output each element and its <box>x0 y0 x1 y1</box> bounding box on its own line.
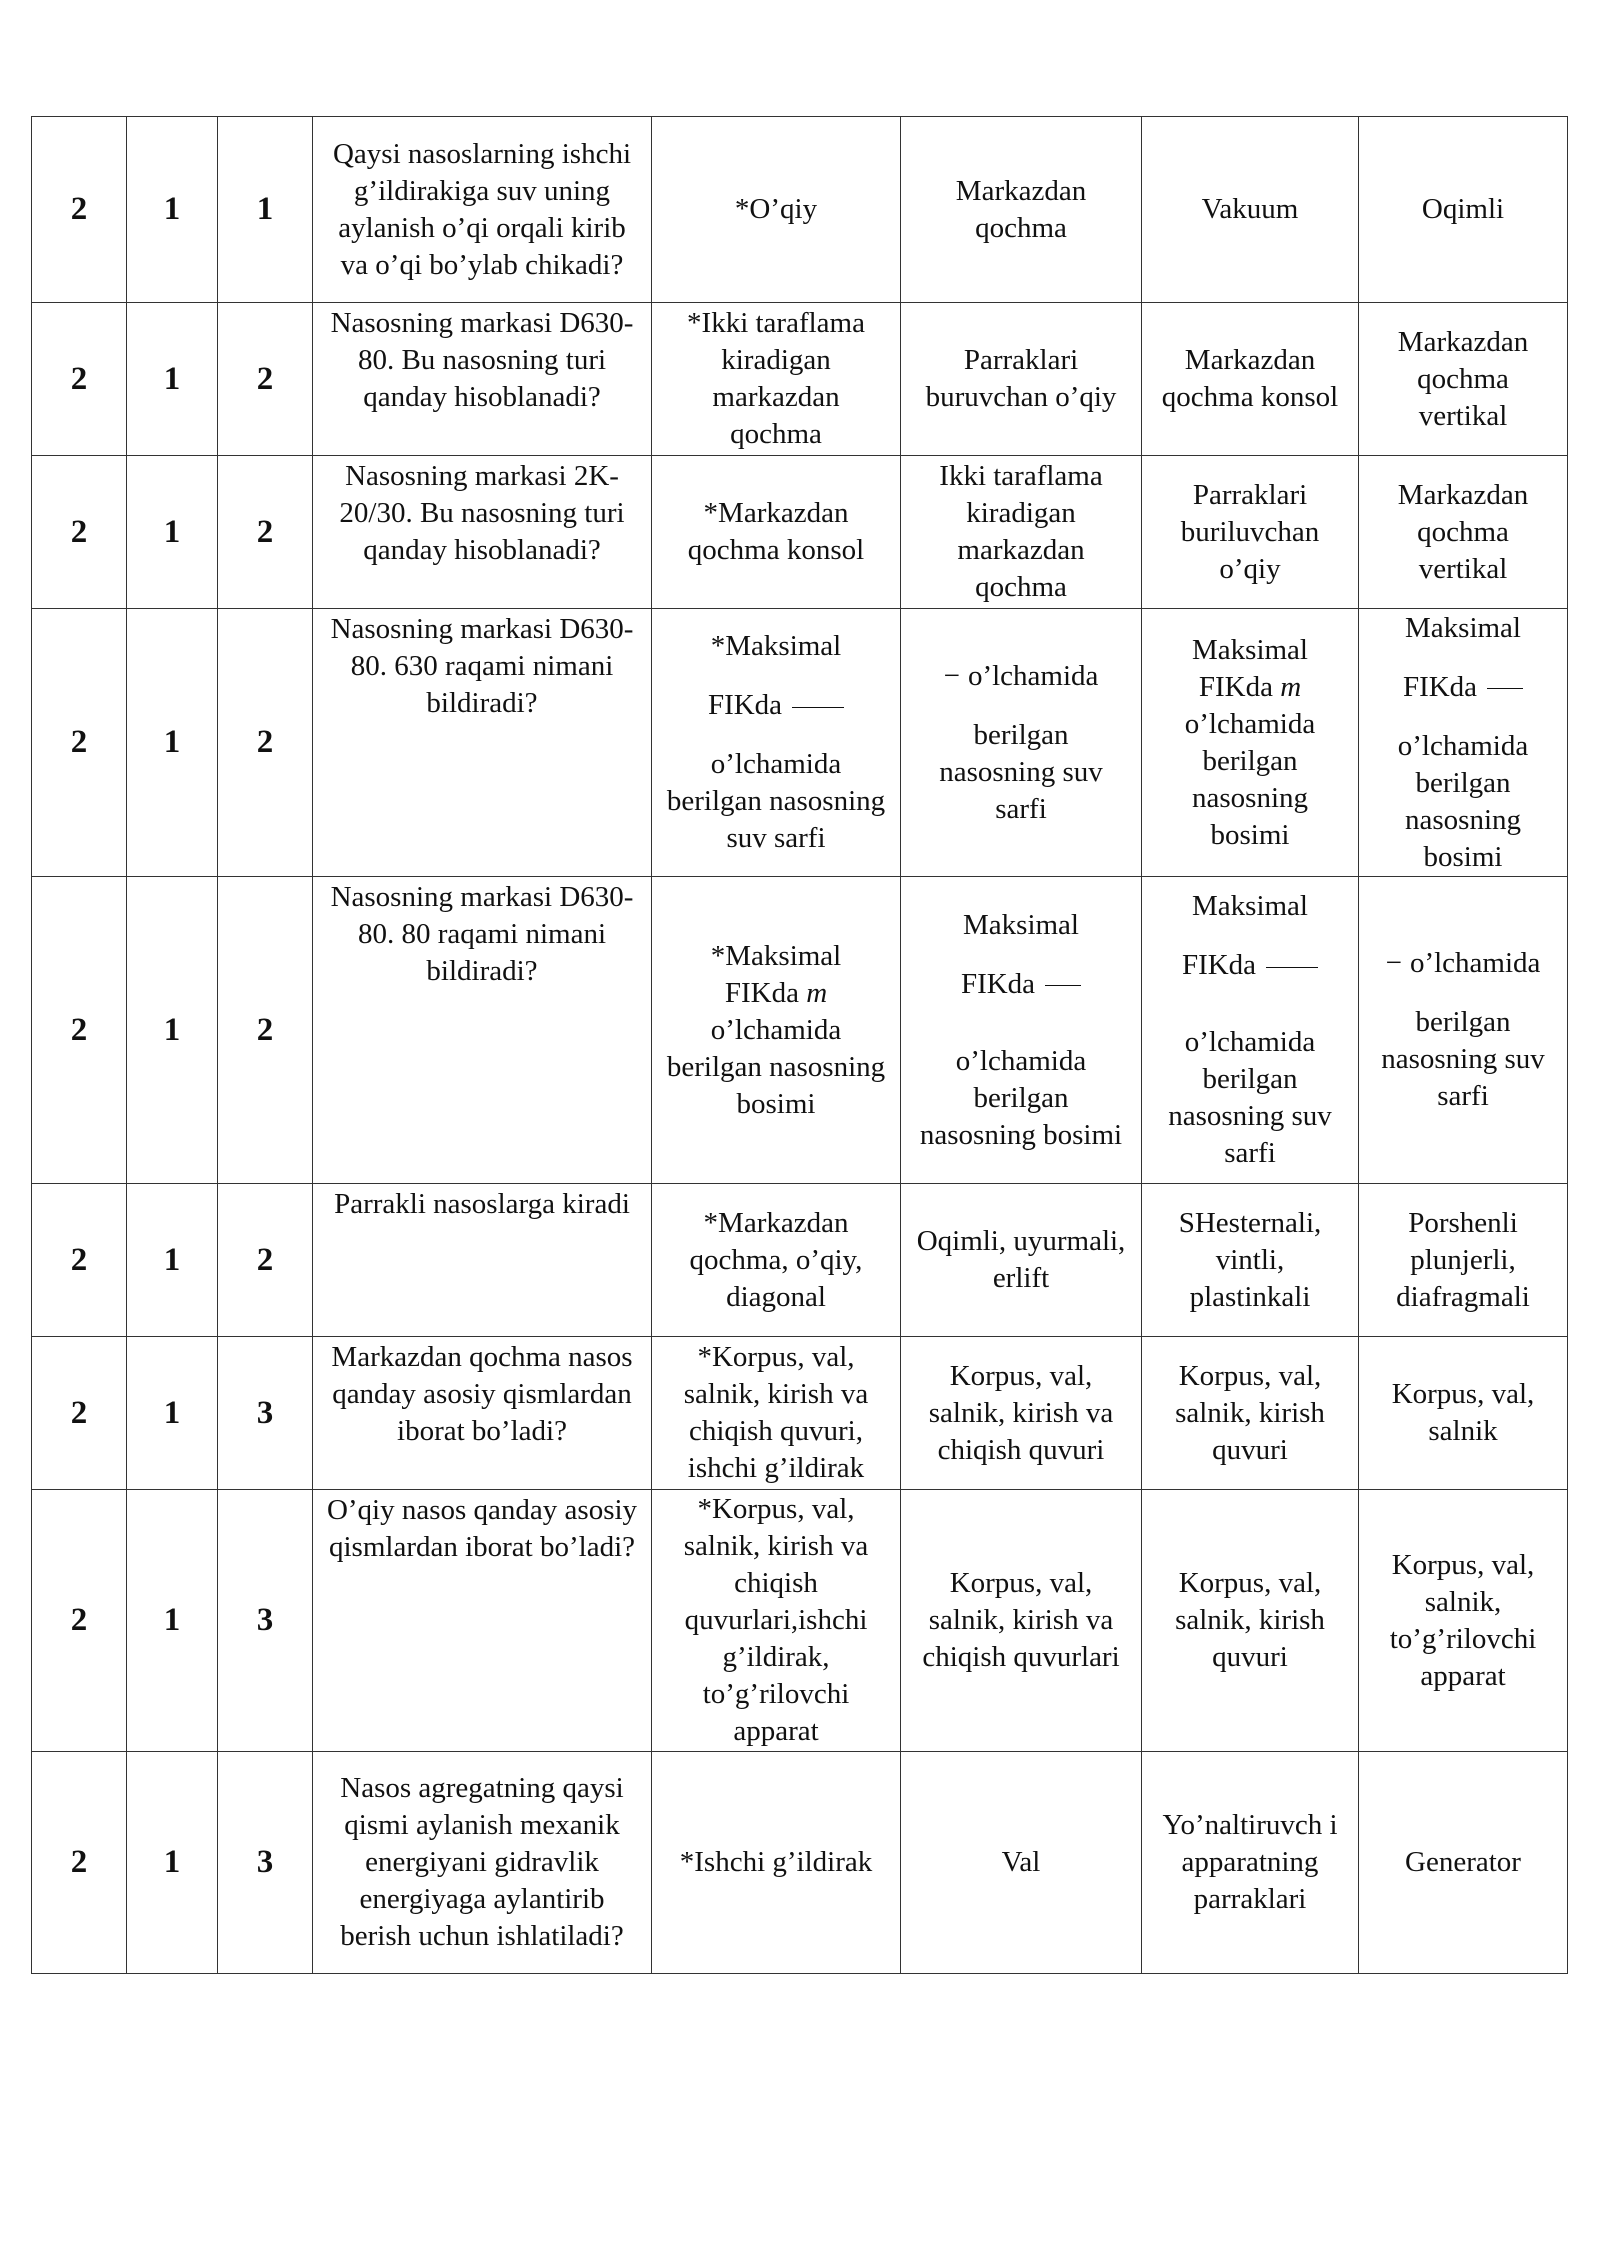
difficulty-cell: 2 <box>218 303 313 456</box>
unit-symbol: m <box>806 976 828 1009</box>
option-4-cell: Oqimli <box>1359 117 1568 303</box>
table-row <box>32 117 1568 303</box>
answer-text: Maksimal <box>963 908 1079 941</box>
table-row <box>32 609 1568 877</box>
question-cell: Markazdan qochma nasos qanday asosiy qismlardan iborat bo’ladi? <box>313 1337 652 1490</box>
fraction-bar <box>1045 985 1081 986</box>
difficulty-cell: 2 <box>218 456 313 609</box>
level-cell: 2 <box>32 609 127 877</box>
level-cell: 2 <box>32 1752 127 1974</box>
question-cell: Nasosning markasi 2K-20/30. Bu nasosning turi qanday hisoblanadi? <box>313 456 652 609</box>
correct-answer-cell: *Markazdan qochma, o’qiy, diagonal <box>652 1184 901 1337</box>
difficulty-cell: 3 <box>218 1337 313 1490</box>
level-cell: 2 <box>32 877 127 1184</box>
answer-text: o’lchamida <box>967 659 1099 692</box>
section-cell: 1 <box>127 456 218 609</box>
option-2-cell: Val <box>901 1752 1142 1974</box>
answer-text: FIKda <box>707 689 783 721</box>
difficulty-cell: 1 <box>218 117 313 303</box>
correct-answer-cell <box>652 877 901 1184</box>
difficulty-cell: 3 <box>218 1490 313 1752</box>
question-cell: O’qiy nasos qanday asosiy qismlardan iborat bo’ladi? <box>313 1490 652 1752</box>
question-cell: Nasosning markasi D630-80. Bu nasosning turi qanday hisoblanadi? <box>313 303 652 456</box>
answer-text: o’lchamida berilgan nasosning bosimi <box>1184 707 1316 851</box>
option-3-cell: Vakuum <box>1142 117 1359 303</box>
option-4-cell: Korpus, val, salnik <box>1359 1337 1568 1490</box>
option-4-cell: Porshenli plunjerli, diafragmali <box>1359 1184 1568 1337</box>
option-4-cell <box>1359 609 1568 877</box>
fraction-bar <box>792 707 844 708</box>
unit-symbol: m <box>1280 670 1302 703</box>
option-4-cell <box>1359 877 1568 1184</box>
option-3-cell: Korpus, val, salnik, kirish quvuri <box>1142 1490 1359 1752</box>
section-cell: 1 <box>127 1184 218 1337</box>
question-cell: Nasosning markasi D630-80. 80 raqami nimani bildiradi? <box>313 877 652 1184</box>
table-row <box>32 1490 1568 1752</box>
answer-text: *Maksimal <box>710 939 842 972</box>
level-cell: 2 <box>32 117 127 303</box>
level-cell: 2 <box>32 1490 127 1752</box>
correct-answer-cell: *Ishchi g’ildirak <box>652 1752 901 1974</box>
answer-text: Maksimal <box>1192 890 1308 922</box>
answer-text: o’lchamida berilgan nasosning suv sarfi <box>1168 1026 1332 1169</box>
difficulty-cell: 3 <box>218 1752 313 1974</box>
option-2-cell: Korpus, val, salnik, kirish va chiqish quvuri <box>901 1337 1142 1490</box>
answer-text: FIKda <box>724 976 799 1009</box>
option-4-cell: Generator <box>1359 1752 1568 1974</box>
answer-text: o’lchamida <box>1409 947 1541 979</box>
question-cell: Nasosning markasi D630-80. 630 raqami nimani bildiradi? <box>313 609 652 877</box>
level-cell: 2 <box>32 456 127 609</box>
option-4-cell: Korpus, val, salnik, to’g’rilovchi apparat <box>1359 1490 1568 1752</box>
option-4-cell: Markazdan qochma vertikal <box>1359 303 1568 456</box>
section-cell: 1 <box>127 1337 218 1490</box>
correct-answer-cell: *Ikki taraflama kiradigan markazdan qochma <box>652 303 901 456</box>
option-3-cell: Korpus, val, salnik, kirish quvuri <box>1142 1337 1359 1490</box>
correct-answer-cell <box>652 609 901 877</box>
answer-text: o’lchamida berilgan nasosning bosimi <box>666 1013 886 1120</box>
correct-answer-cell: *Korpus, val, salnik, kirish va chiqish quvuri, ishchi g’ildirak <box>652 1337 901 1490</box>
option-3-cell <box>1142 877 1359 1184</box>
correct-answer-cell: *Korpus, val, salnik, kirish va chiqish quvurlari,ishchi g’ildirak, to’g’rilovchi apparat <box>652 1490 901 1752</box>
section-cell: 1 <box>127 609 218 877</box>
section-cell: 1 <box>127 303 218 456</box>
answer-text: *Maksimal <box>710 630 842 662</box>
answer-text: o’lchamida berilgan nasosning bosimi <box>1397 729 1529 873</box>
minus-sign: − <box>1385 947 1402 979</box>
option-3-cell: SHesternali, vintli, plastinkali <box>1142 1184 1359 1337</box>
option-2-cell: Markazdan qochma <box>901 117 1142 303</box>
answer-text: berilgan nasosning suv sarfi <box>1381 1006 1545 1112</box>
level-cell: 2 <box>32 1337 127 1490</box>
table-row <box>32 1337 1568 1490</box>
option-2-cell: Oqimli, uyurmali, erlift <box>901 1184 1142 1337</box>
answer-text: berilgan nasosning suv sarfi <box>939 718 1103 825</box>
table-row <box>32 877 1568 1184</box>
test-question-sheet <box>31 116 1567 1974</box>
answer-text: FIKda <box>1402 670 1478 703</box>
answer-text: o’lchamida berilgan nasosning suv sarfi <box>666 748 886 854</box>
answer-text: FIKda <box>960 967 1036 1000</box>
question-cell: Parrakli nasoslarga kiradi <box>313 1184 652 1337</box>
answer-text: Maksimal <box>1192 633 1308 666</box>
option-3-cell: Parraklari buriluvchan o’qiy <box>1142 456 1359 609</box>
question-cell: Nasos agregatning qaysi qismi aylanish mexanik energiyani gidravlik energiyaga aylantirib berish uchun ishlatiladi? <box>313 1752 652 1974</box>
difficulty-cell: 2 <box>218 877 313 1184</box>
minus-sign: − <box>943 659 960 692</box>
difficulty-cell: 2 <box>218 609 313 877</box>
option-3-cell: Markazdan qochma konsol <box>1142 303 1359 456</box>
answer-text: o’lchamida berilgan nasosning bosimi <box>919 1044 1123 1151</box>
fraction-bar <box>1487 688 1523 689</box>
correct-answer-cell: *O’qiy <box>652 117 901 303</box>
level-cell: 2 <box>32 1184 127 1337</box>
fraction-bar <box>1266 967 1318 968</box>
option-3-cell <box>1142 609 1359 877</box>
option-3-cell: Yo’naltiruvch i apparatning parraklari <box>1142 1752 1359 1974</box>
correct-answer-cell: *Markazdan qochma konsol <box>652 456 901 609</box>
answer-text: Maksimal <box>1405 611 1521 644</box>
table-row <box>32 303 1568 456</box>
section-cell: 1 <box>127 117 218 303</box>
option-2-cell: Ikki taraflama kiradigan markazdan qochma <box>901 456 1142 609</box>
table-row <box>32 456 1568 609</box>
table-row <box>32 1752 1568 1974</box>
option-4-cell: Markazdan qochma vertikal <box>1359 456 1568 609</box>
answer-text: FIKda <box>1198 670 1273 703</box>
answer-text: FIKda <box>1181 949 1257 981</box>
question-cell: Qaysi nasoslarning ishchi g’ildirakiga suv uning aylanish o’qi orqali kirib va o’qi bo’ylab chikadi? <box>313 117 652 303</box>
difficulty-cell: 2 <box>218 1184 313 1337</box>
option-2-cell: Korpus, val, salnik, kirish va chiqish quvurlari <box>901 1490 1142 1752</box>
section-cell: 1 <box>127 877 218 1184</box>
section-cell: 1 <box>127 1490 218 1752</box>
questions-table <box>31 116 1568 1974</box>
section-cell: 1 <box>127 1752 218 1974</box>
level-cell: 2 <box>32 303 127 456</box>
option-2-cell <box>901 877 1142 1184</box>
option-2-cell: Parraklari buruvchan o’qiy <box>901 303 1142 456</box>
option-2-cell <box>901 609 1142 877</box>
table-row <box>32 1184 1568 1337</box>
